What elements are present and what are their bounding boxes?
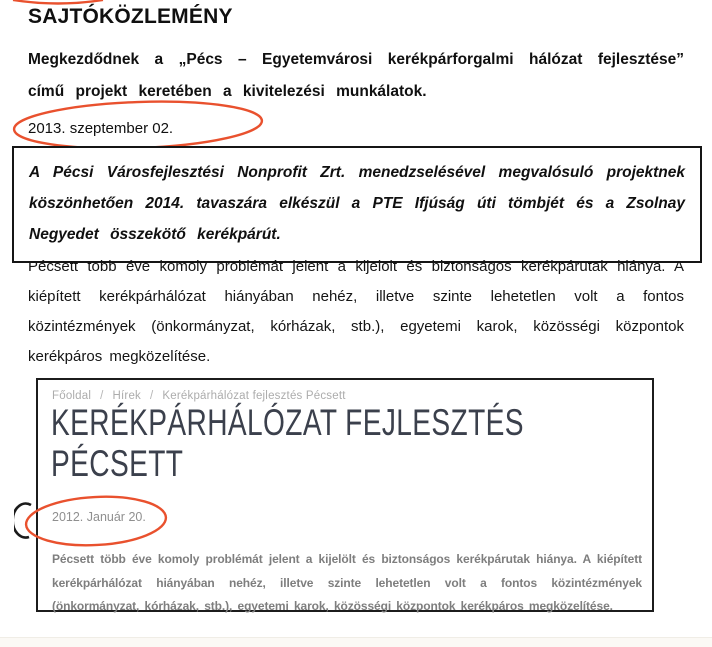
- body-paragraph: Pécsett több éve komoly problémát jelent a kijelölt és biztonságos kerékpárutak hiánya. A kiépített kerékpárhálózat hiányában nehéz, illetve szinte lehetetlen volt a fontos közintézmények (önkormányzat, kórházak, stb.), egyetemi karok, közösségi központok kerékpáros megközelítése.: [28, 258, 684, 365]
- quote-text: A Pécsi Városfejlesztési Nonprofit Zrt. menedzselésével megvalósuló projektnek köszönhetően 2014. tavaszára elkészül a PTE Ifjúság úti tömbjét és a Zsolnay Negyedet összekötő kerékpárút.: [29, 164, 685, 243]
- breadcrumb-item-home: Főoldal: [52, 390, 92, 402]
- article-heading: KERÉKPÁRHÁLÓZAT FEJLESZTÉS PÉCSETT: [51, 402, 524, 484]
- highlight-quote-box: [12, 146, 702, 263]
- breadcrumb-item-current: Kerékpárhálózat fejlesztés Pécsett: [162, 390, 346, 402]
- article-date: 2012. Január 20.: [52, 510, 146, 524]
- bottom-page-edge: [0, 637, 712, 647]
- breadcrumb-separator: /: [100, 390, 104, 402]
- page-title: SAJTÓKÖZLEMÉNY: [28, 5, 233, 28]
- breadcrumb-item-news: Hírek: [112, 390, 142, 402]
- article-paragraph: Pécsett több éve komoly problémát jelent a kijelölt és biztonságos kerékpárutak hiánya. A kiépített kerékpárhálózat hiányában nehéz, illetve szinte lehetetlen volt a fontos közintézmények (önkormányzat, kórházak, stb.), egyetemi karok, közösségi központok kerékpáros megközelítése.: [52, 552, 642, 613]
- breadcrumb: [52, 390, 346, 402]
- embedded-website-screenshot: [36, 378, 654, 612]
- release-date: 2013. szeptember 02.: [28, 120, 174, 137]
- breadcrumb-separator: /: [150, 390, 154, 402]
- lead-paragraph: Megkezdődnek a „Pécs – Egyetemvárosi kerékpárforgalmi hálózat fejlesztése” című projekt keretében a kivitelezési munkálatok.: [28, 51, 684, 100]
